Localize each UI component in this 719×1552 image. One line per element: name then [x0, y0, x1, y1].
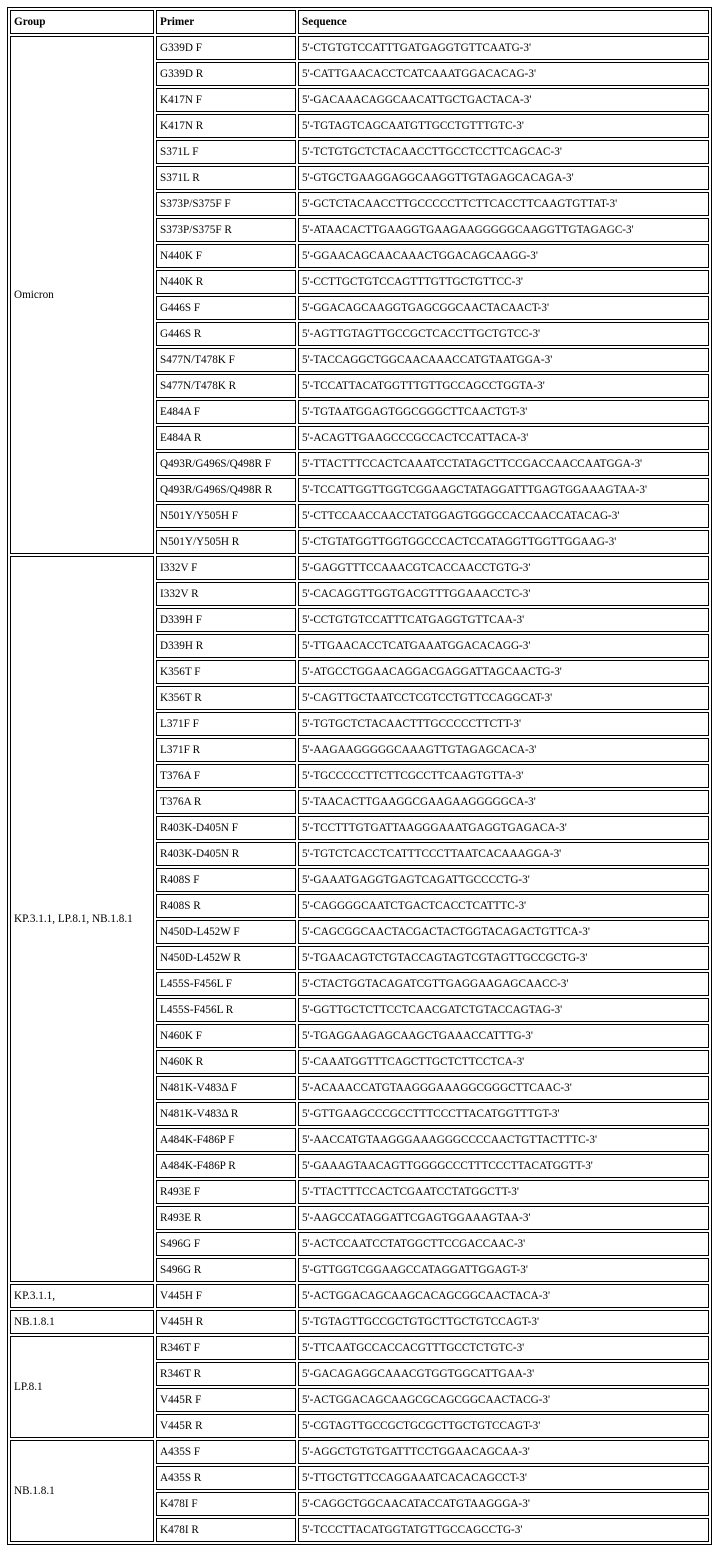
primer-name-cell: S496G F — [156, 1232, 296, 1256]
sequence-cell: 5'-ATAACACTTGAAGGTGAAGAAGGGGGCAAGGTTGTAGAGC-3' — [298, 218, 709, 242]
sequence-cell: 5'-TCCATTGGTTGGTCGGAAGCTATAGGATTTGAGTGGAAAGTAA-3' — [298, 478, 709, 502]
sequence-cell: 5'-GACAGAGGCAAACGTGGTGGCATTGAA-3' — [298, 1362, 709, 1386]
primer-name-cell: S373P/S375F F — [156, 192, 296, 216]
primer-name-cell: K356T F — [156, 660, 296, 684]
sequence-cell: 5'-CATTGAACACCTCATCAAATGGACACAG-3' — [298, 62, 709, 86]
sequence-cell: 5'-TGTAGTTGCCGCTGTGCTTGCTGTCCAGT-3' — [298, 1310, 709, 1334]
sequence-cell: 5'-TCCTTTGTGATTAAGGGAAATGAGGTGAGACA-3' — [298, 816, 709, 840]
primer-name-cell: V445H F — [156, 1284, 296, 1308]
sequence-cell: 5'-TTACTTTCCACTCAAATCCTATAGCTTCCGACCAACCAATGGA-3' — [298, 452, 709, 476]
sequence-cell: 5'-TGAACAGTCTGTACCAGTAGTCGTAGTTGCCGCTG-3' — [298, 946, 709, 970]
primer-name-cell: Q493R/G496S/Q498R F — [156, 452, 296, 476]
group-cell: Omicron — [10, 36, 154, 554]
sequence-cell: 5'-GTGCTGAAGGAGGCAAGGTTGTAGAGCACAGA-3' — [298, 166, 709, 190]
primer-name-cell: S373P/S375F R — [156, 218, 296, 242]
primer-name-cell: G446S R — [156, 322, 296, 346]
sequence-cell: 5'-TGAGGAAGAGCAAGCTGAAACCATTTG-3' — [298, 1024, 709, 1048]
sequence-cell: 5'-GAAAGTAACAGTTGGGGCCCTTTCCCTTACATGGTT-3' — [298, 1154, 709, 1178]
primer-name-cell: L371F R — [156, 738, 296, 762]
sequence-cell: 5'-ACTGGACAGCAAGCGCAGCGGCAACTACG-3' — [298, 1388, 709, 1412]
sequence-cell: 5'-CAAATGGTTTCAGCTTGCTCTTCCTCA-3' — [298, 1050, 709, 1074]
sequence-cell: 5'-TTACTTTCCACTCGAATCCTATGGCTT-3' — [298, 1180, 709, 1204]
group-cell: NB.1.8.1 — [10, 1440, 154, 1542]
sequence-cell: 5'-TCTGTGCTCTACAACCTTGCCTCCTTCAGCAC-3' — [298, 140, 709, 164]
primer-name-cell: G339D F — [156, 36, 296, 60]
primer-name-cell: V445R R — [156, 1414, 296, 1438]
header-sequence: Sequence — [298, 10, 709, 34]
primer-name-cell: D339H R — [156, 634, 296, 658]
sequence-cell: 5'-TACCAGGCTGGCAACAAACCATGTAATGGA-3' — [298, 348, 709, 372]
primer-name-cell: G446S F — [156, 296, 296, 320]
sequence-cell: 5'-CAGGGGCAATCTGACTCACCTCATTTC-3' — [298, 894, 709, 918]
sequence-cell: 5'-ACTGGACAGCAAGCACAGCGGCAACTACA-3' — [298, 1284, 709, 1308]
sequence-cell: 5'-TTGCTGTTCCAGGAAATCACACAGCCT-3' — [298, 1466, 709, 1490]
primer-name-cell: L455S-F456L R — [156, 998, 296, 1022]
primer-name-cell: A435S R — [156, 1466, 296, 1490]
sequence-cell: 5'-TCCATTACATGGTTTGTTGCCAGCCTGGTA-3' — [298, 374, 709, 398]
sequence-cell: 5'-CTTCCAACCAACCTATGGAGTGGGCCACCAACCATACAG-3' — [298, 504, 709, 528]
primer-name-cell: S477N/T478K R — [156, 374, 296, 398]
primer-name-cell: R408S R — [156, 894, 296, 918]
group-cell: KP.3.1.1, — [10, 1284, 154, 1308]
primer-name-cell: N460K R — [156, 1050, 296, 1074]
sequence-cell: 5'-GACAAACAGGCAACATTGCTGACTACA-3' — [298, 88, 709, 112]
sequence-cell: 5'-CACAGGTTGGTGACGTTTGGAAACCTC-3' — [298, 582, 709, 606]
sequence-cell: 5'-CCTTGCTGTCCAGTTTGTTGCTGTTCC-3' — [298, 270, 709, 294]
primer-name-cell: N501Y/Y505H R — [156, 530, 296, 554]
sequence-cell: 5'-AACCATGTAAGGGAAAGGGCCCCAACTGTTACTTTC-3' — [298, 1128, 709, 1152]
primer-name-cell: N481K-V483Δ R — [156, 1102, 296, 1126]
primer-name-cell: V445R F — [156, 1388, 296, 1412]
sequence-cell: 5'-GTTGAAGCCCGCCTTTCCCTTACATGGTTTGT-3' — [298, 1102, 709, 1126]
primer-name-cell: L455S-F456L F — [156, 972, 296, 996]
sequence-cell: 5'-TGTAATGGAGTGGCGGGCTTCAACTGT-3' — [298, 400, 709, 424]
primer-name-cell: A484K-F486P R — [156, 1154, 296, 1178]
group-cell: KP.3.1.1, LP.8.1, NB.1.8.1 — [10, 556, 154, 1282]
sequence-cell: 5'-TGTAGTCAGCAATGTTGCCTGTTTGTC-3' — [298, 114, 709, 138]
primer-name-cell: T376A F — [156, 764, 296, 788]
sequence-cell: 5'-TGTGCTCTACAACTTTGCCCCCTTCTT-3' — [298, 712, 709, 736]
primer-name-cell: A435S F — [156, 1440, 296, 1464]
primer-name-cell: V445H R — [156, 1310, 296, 1334]
group-cell: NB.1.8.1 — [10, 1310, 154, 1334]
primer-name-cell: S477N/T478K F — [156, 348, 296, 372]
header-group: Group — [10, 10, 154, 34]
primer-name-cell: S371L F — [156, 140, 296, 164]
sequence-cell: 5'-AAGCCATAGGATTCGAGTGGAAAGTAA-3' — [298, 1206, 709, 1230]
primer-name-cell: R403K-D405N F — [156, 816, 296, 840]
sequence-cell: 5'-TTCAATGCCACCACGTTTGCCTCTGTC-3' — [298, 1336, 709, 1360]
header-row — [10, 10, 709, 34]
primer-name-cell: K356T R — [156, 686, 296, 710]
table-row — [10, 1284, 709, 1308]
sequence-cell: 5'-CTGTATGGTTGGTGGCCCACTCCATAGGTTGGTTGGAAG-3' — [298, 530, 709, 554]
header-primer: Primer — [156, 10, 296, 34]
sequence-cell: 5'-ACAAACCATGTAAGGGAAAGGCGGGCTTCAAC-3' — [298, 1076, 709, 1100]
sequence-cell: 5'-GAGGTTTCCAAACGTCACCAACCTGTG-3' — [298, 556, 709, 580]
sequence-cell: 5'-GGACAGCAAGGTGAGCGGCAACTACAACT-3' — [298, 296, 709, 320]
sequence-cell: 5'-TGTCTCACCTCATTTCCCTTAATCACAAAGGA-3' — [298, 842, 709, 866]
primer-name-cell: I332V R — [156, 582, 296, 606]
primer-name-cell: N501Y/Y505H F — [156, 504, 296, 528]
table-row — [10, 556, 709, 580]
sequence-cell: 5'-ACTCCAATCCTATGGCTTCCGACCAAC-3' — [298, 1232, 709, 1256]
sequence-cell: 5'-TGCCCCCTTCTTCGCCTTCAAGTGTTA-3' — [298, 764, 709, 788]
sequence-cell: 5'-GAAATGAGGTGAGTCAGATTGCCCCTG-3' — [298, 868, 709, 892]
primer-name-cell: K478I F — [156, 1492, 296, 1516]
sequence-cell: 5'-CAGTTGCTAATCCTCGTCCTGTTCCAGGCAT-3' — [298, 686, 709, 710]
primer-name-cell: S496G R — [156, 1258, 296, 1282]
primer-name-cell: I332V F — [156, 556, 296, 580]
sequence-cell: 5'-CTACTGGTACAGATCGTTGAGGAAGAGCAACC-3' — [298, 972, 709, 996]
primer-name-cell: N450D-L452W F — [156, 920, 296, 944]
sequence-cell: 5'-ACAGTTGAAGCCCGCCACTCCATTACA-3' — [298, 426, 709, 450]
sequence-cell: 5'-ATGCCTGGAACAGGACGAGGATTAGCAACTG-3' — [298, 660, 709, 684]
primer-name-cell: K417N R — [156, 114, 296, 138]
primer-name-cell: R493E F — [156, 1180, 296, 1204]
table-row — [10, 1440, 709, 1464]
sequence-cell: 5'-GGAACAGCAACAAACTGGACAGCAAGG-3' — [298, 244, 709, 268]
sequence-cell: 5'-GCTCTACAACCTTGCCCCCTTCTTCACCTTCAAGTGTTAT-3' — [298, 192, 709, 216]
primer-name-cell: N440K R — [156, 270, 296, 294]
sequence-cell: 5'-TTGAACACCTCATGAAATGGACACAGG-3' — [298, 634, 709, 658]
sequence-cell: 5'-CTGTGTCCATTTGATGAGGTGTTCAATG-3' — [298, 36, 709, 60]
primer-name-cell: E484A R — [156, 426, 296, 450]
sequence-cell: 5'-CAGGCTGGCAACATACCATGTAAGGGA-3' — [298, 1492, 709, 1516]
sequence-cell: 5'-CAGCGGCAACTACGACTACTGGTACAGACTGTTCA-3' — [298, 920, 709, 944]
primer-name-cell: L371F F — [156, 712, 296, 736]
primer-name-cell: G339D R — [156, 62, 296, 86]
sequence-cell: 5'-AGTTGTAGTTGCCGCTCACCTTGCTGTCC-3' — [298, 322, 709, 346]
sequence-cell: 5'-TAACACTTGAAGGCGAAGAAGGGGGCA-3' — [298, 790, 709, 814]
primer-name-cell: R403K-D405N R — [156, 842, 296, 866]
primer-name-cell: R346T F — [156, 1336, 296, 1360]
primer-name-cell: S371L R — [156, 166, 296, 190]
sequence-cell: 5'-AGGCTGTGTGATTTCCTGGAACAGCAA-3' — [298, 1440, 709, 1464]
primer-name-cell: E484A F — [156, 400, 296, 424]
primer-name-cell: T376A R — [156, 790, 296, 814]
group-cell: LP.8.1 — [10, 1336, 154, 1438]
primer-name-cell: K478I R — [156, 1518, 296, 1542]
table-row — [10, 1336, 709, 1360]
table-row — [10, 36, 709, 60]
sequence-cell: 5'-GTTGGTCGGAAGCCATAGGATTGGAGT-3' — [298, 1258, 709, 1282]
sequence-cell: 5'-GGTTGCTCTTCCTCAACGATCTGTACCAGTAG-3' — [298, 998, 709, 1022]
primer-name-cell: A484K-F486P F — [156, 1128, 296, 1152]
primer-table-body — [10, 36, 709, 1542]
primer-name-cell: Q493R/G496S/Q498R R — [156, 478, 296, 502]
primer-name-cell: N481K-V483Δ F — [156, 1076, 296, 1100]
primer-name-cell: R493E R — [156, 1206, 296, 1230]
sequence-cell: 5'-CCTGTGTCCATTTCATGAGGTGTTCAA-3' — [298, 608, 709, 632]
primer-name-cell: N450D-L452W R — [156, 946, 296, 970]
primer-name-cell: R346T R — [156, 1362, 296, 1386]
primer-name-cell: D339H F — [156, 608, 296, 632]
primer-name-cell: R408S F — [156, 868, 296, 892]
primer-name-cell: K417N F — [156, 88, 296, 112]
sequence-cell: 5'-AAGAAGGGGGCAAAGTTGTAGAGCACA-3' — [298, 738, 709, 762]
sequence-cell: 5'-CGTAGTTGCCGCTGCGCTTGCTGTCCAGT-3' — [298, 1414, 709, 1438]
table-row — [10, 1310, 709, 1334]
primer-name-cell: N440K F — [156, 244, 296, 268]
sequence-cell: 5'-TCCCTTACATGGTATGTTGCCAGCCTG-3' — [298, 1518, 709, 1542]
primer-name-cell: N460K F — [156, 1024, 296, 1048]
primer-table — [7, 7, 712, 1545]
